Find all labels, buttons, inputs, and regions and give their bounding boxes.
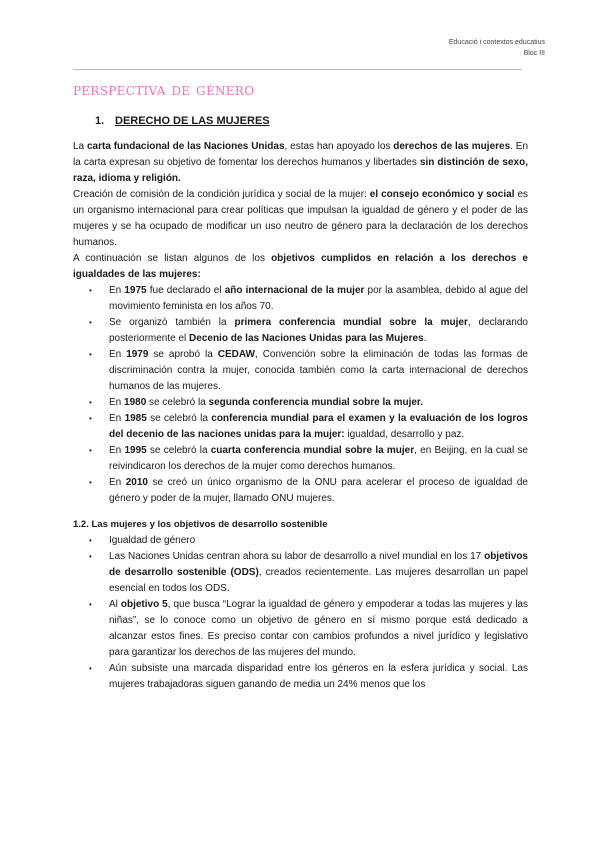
bold-text: carta fundacional de las Naciones Unidas bbox=[86, 141, 285, 152]
bold-text: 1979 bbox=[126, 349, 149, 360]
text-run: En bbox=[109, 413, 125, 424]
bold-text: 1995 bbox=[124, 445, 147, 456]
bullet-icon: • bbox=[89, 414, 92, 423]
bullet-icon: • bbox=[89, 552, 92, 561]
paragraph-charter bbox=[73, 139, 528, 187]
list-item bbox=[73, 661, 528, 693]
bold-text: año internacional de la mujer bbox=[224, 285, 365, 296]
bold-text: objetivos cumplidos en relación a los derechos e igualdades de las mujeres: bbox=[73, 253, 528, 280]
text-run: fue declarado el bbox=[146, 285, 225, 296]
paragraph-objectives-intro bbox=[73, 251, 528, 283]
text-run: , estas han apoyado los bbox=[284, 141, 394, 152]
bullet-icon: • bbox=[89, 478, 92, 487]
bullet-icon: • bbox=[89, 286, 92, 295]
bullet-icon: • bbox=[89, 350, 92, 359]
section-heading bbox=[95, 113, 528, 129]
bold-text: sin distinción de sexo, raza, idioma y religión. bbox=[73, 157, 528, 184]
bold-text: primera conferencia mundial sobre la mujer bbox=[234, 317, 468, 328]
text-run: , declarando posteriormente el bbox=[109, 317, 528, 344]
text-run: , que busca “Lograr la igualdad de género y empoderar a todas las mujeres y las niñas”, se lo conoce como un objetivo de género en sí mismo porque está dedicado a alcanzar estos fines. Es preciso contar con cambios profundos a nivel jurídico y legislativo para garantizar los derechos de las mujeres del mundo. bbox=[109, 599, 528, 658]
text-run: se celebró la bbox=[146, 413, 212, 424]
text-run: En bbox=[109, 349, 127, 360]
text-run: se aprobó la bbox=[148, 349, 218, 360]
bullet-icon: • bbox=[89, 664, 92, 673]
list-item bbox=[73, 283, 528, 315]
bullet-icon: • bbox=[89, 600, 92, 609]
bold-text: 2010 bbox=[125, 477, 148, 488]
list-item bbox=[73, 347, 528, 395]
list-item bbox=[73, 395, 528, 411]
section-number: 1. bbox=[95, 115, 105, 127]
text-run: se creó un único organismo de la ONU para acelerar el proceso de igualdad de género y poder de la mujer, llamado ONU mujeres. bbox=[109, 477, 528, 504]
text-run: Al bbox=[109, 599, 121, 610]
text-run: . En la carta expresan su objetivo de fomentar los derechos humanos y libertades bbox=[73, 141, 529, 168]
running-header bbox=[449, 37, 545, 59]
text-run: A continuación se listan algunos de los bbox=[73, 253, 272, 264]
list-item bbox=[73, 549, 528, 597]
bold-text: cuarta conferencia mundial sobre la mujer bbox=[210, 445, 415, 456]
bullet-icon: • bbox=[89, 446, 92, 455]
text-run: En bbox=[109, 397, 125, 408]
list-item bbox=[73, 475, 528, 507]
header-course: Educació i contextos educatius bbox=[448, 39, 545, 46]
text-run: En bbox=[109, 285, 125, 296]
bold-text: 1975 bbox=[124, 285, 147, 296]
text-run: . bbox=[423, 333, 427, 344]
bold-text: objetivos de desarrollo sostenible (ODS) bbox=[109, 551, 528, 578]
document-body bbox=[73, 113, 528, 693]
objectives-list bbox=[73, 283, 528, 507]
text-run: es un organismo internacional para crear políticas que impulsan la igualdad de género y el poder de las mujeres y se ha ocupado de modificar un uso neutro de género para la declaración de los derechos humanos. bbox=[73, 189, 529, 248]
text-run: , creados recientemente. Las mujeres desarrollan un papel esencial en todos los ODS. bbox=[109, 567, 528, 594]
paragraph-commission bbox=[73, 187, 528, 251]
text-run: Las Naciones Unidas centran ahora su labor de desarrollo a nivel mundial en los 17 bbox=[109, 551, 485, 562]
text-run: En bbox=[109, 477, 126, 488]
header-block: Bloc III bbox=[523, 50, 545, 57]
bullet-icon: • bbox=[89, 318, 92, 327]
bullet-icon: • bbox=[89, 398, 92, 407]
text-run: se celebró la bbox=[146, 397, 209, 408]
list-item bbox=[73, 597, 528, 661]
text-run: , en Beijing, en la cual se reivindicaron los derechos de la mujer como derechos humanos. bbox=[109, 445, 528, 472]
list-item bbox=[73, 533, 528, 549]
page-title: perspectiva de género bbox=[73, 80, 255, 100]
text-run: La bbox=[73, 141, 87, 152]
list-item bbox=[73, 443, 528, 475]
subsection-heading: 1.2. Las mujeres y los objetivos de desarrollo sostenible bbox=[73, 519, 328, 530]
bold-text: CEDAW bbox=[217, 349, 255, 360]
bold-text: derechos de las mujeres bbox=[393, 141, 511, 152]
sdg-list bbox=[73, 533, 528, 693]
bullet-icon: • bbox=[89, 536, 92, 545]
bold-text: Decenio de las Naciones Unidas para las Mujeres bbox=[189, 333, 424, 344]
bold-text: 1985 bbox=[124, 413, 147, 424]
text-run: se celebró la bbox=[146, 445, 211, 456]
bold-text: conferencia mundial para el examen y la evaluación de los logros del decenio de las naciones unidas para la mujer: bbox=[109, 413, 528, 440]
list-item bbox=[73, 411, 528, 443]
text-run: igualdad, desarrollo y paz. bbox=[344, 429, 465, 440]
text-run: Creación de comisión de la condición jurídica y social de la mujer: bbox=[73, 189, 370, 200]
section-title: DERECHO DE LAS MUJERES bbox=[115, 115, 270, 127]
text-run: En bbox=[109, 445, 125, 456]
header-divider bbox=[73, 69, 522, 70]
text-run: Se organizó también la bbox=[109, 317, 235, 328]
text-run: por la asamblea, debido al ague del movimiento feminista en los años 70. bbox=[109, 285, 529, 312]
text-run: Aún subsiste una marcada disparidad entre los géneros en la esfera jurídica y social. Las mujeres trabajadoras siguen ganando de media un 24% menos que los bbox=[109, 663, 528, 690]
bold-text: objetivo 5 bbox=[120, 599, 168, 610]
bold-text: segunda conferencia mundial sobre la mujer. bbox=[208, 397, 424, 408]
list-item bbox=[73, 315, 528, 347]
bold-text: el consejo económico y social bbox=[369, 189, 515, 200]
text-run: Igualdad de género bbox=[109, 535, 196, 546]
text-run: , Convención sobre la eliminación de todas las formas de discriminación contra la mujer, conocida también como la carta internacional de derechos humanos de las mujeres. bbox=[109, 349, 528, 392]
bold-text: 1980 bbox=[124, 397, 147, 408]
